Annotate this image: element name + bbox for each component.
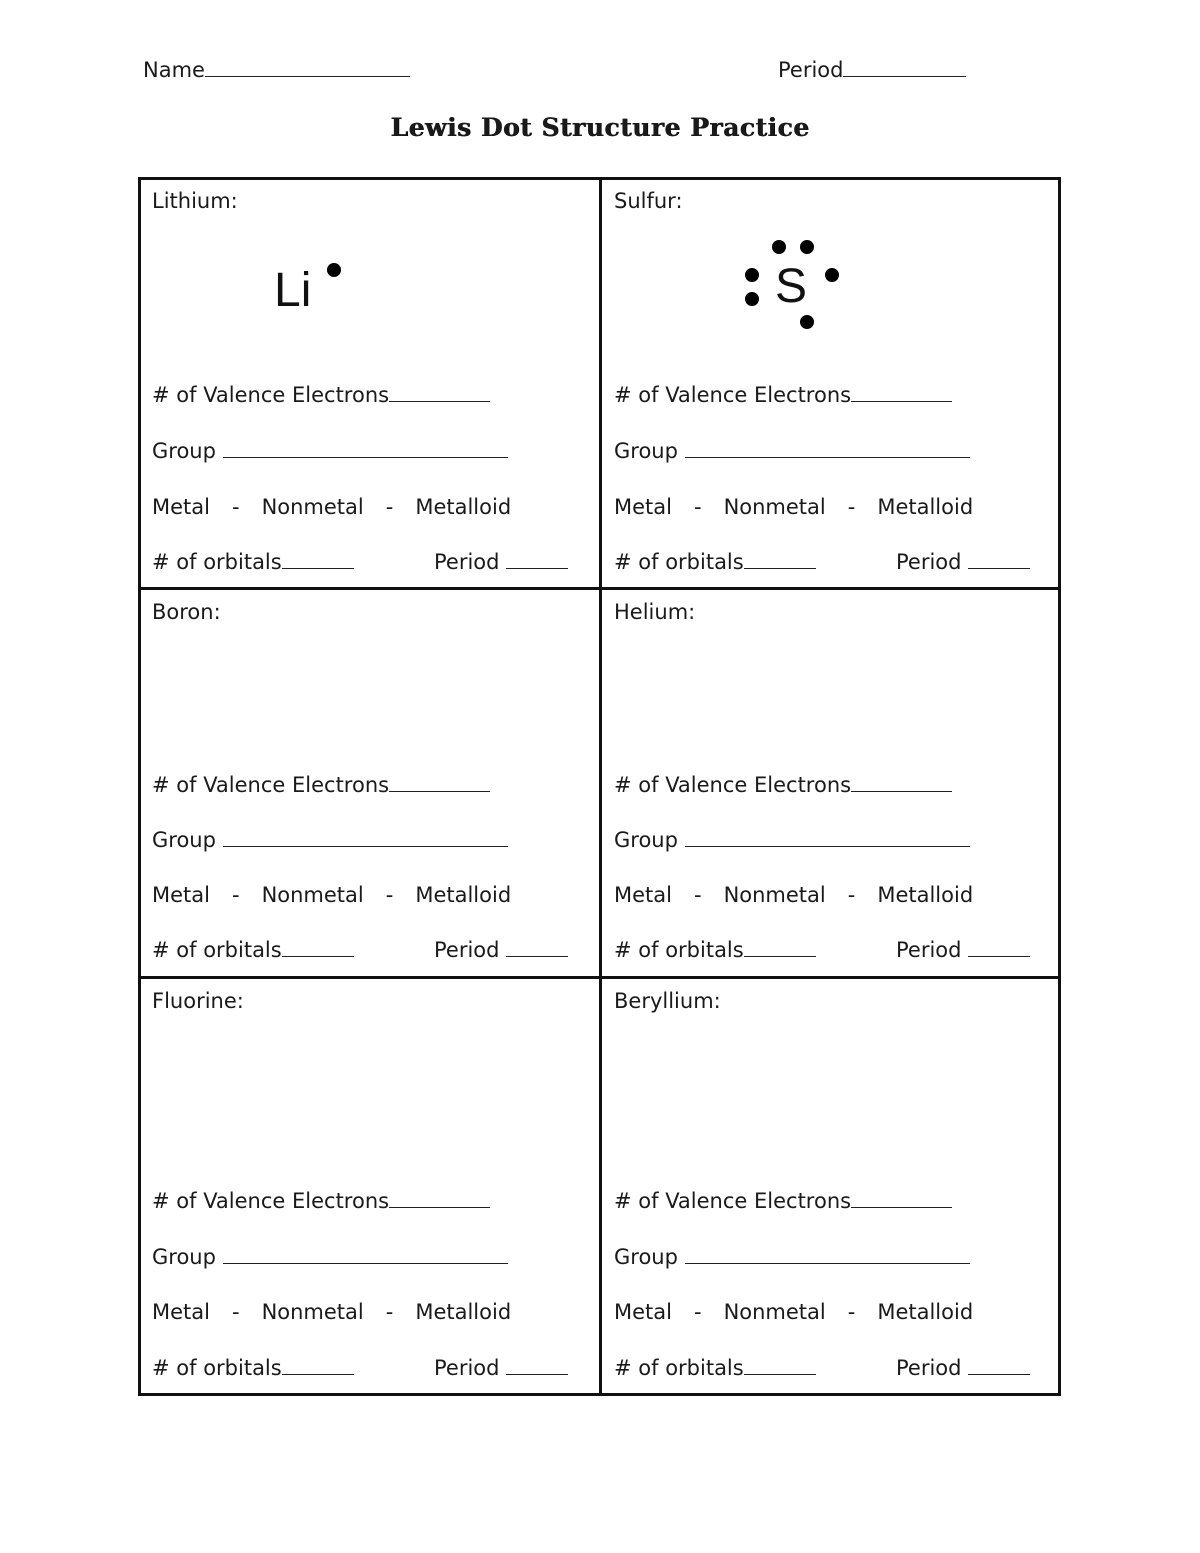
valence-dot — [745, 292, 759, 306]
period-blank[interactable] — [968, 567, 1030, 569]
group-row[interactable]: Group — [152, 828, 508, 852]
period-field[interactable] — [778, 58, 966, 82]
orbitals-row[interactable]: # of orbitals — [614, 938, 816, 962]
group-row[interactable]: Group — [614, 828, 970, 852]
name-label: Name — [143, 58, 205, 82]
orbitals-row[interactable]: # of orbitals — [614, 1356, 816, 1380]
group-row[interactable]: Group — [614, 439, 970, 463]
orbitals-row[interactable]: # of orbitals — [614, 550, 816, 574]
element-symbol: Li — [274, 264, 312, 317]
group-row[interactable]: Group — [614, 1245, 970, 1269]
element-label: Sulfur: — [614, 189, 683, 213]
period-blank[interactable] — [843, 75, 966, 77]
group-blank[interactable] — [685, 1262, 970, 1264]
period-blank[interactable] — [968, 1373, 1030, 1375]
valence-row[interactable]: # of Valence Electrons — [614, 773, 952, 797]
group-blank[interactable] — [685, 845, 970, 847]
period-row[interactable]: Period — [896, 550, 1030, 574]
group-blank[interactable] — [223, 1262, 508, 1264]
group-row[interactable]: Group — [152, 439, 508, 463]
cell-beryllium — [602, 979, 1057, 1393]
period-blank[interactable] — [506, 955, 568, 957]
element-label: Lithium: — [152, 189, 238, 213]
orbitals-blank[interactable] — [744, 567, 816, 569]
orbitals-blank[interactable] — [282, 955, 354, 957]
group-blank[interactable] — [223, 845, 508, 847]
valence-dot — [327, 263, 341, 277]
period-blank[interactable] — [968, 955, 1030, 957]
orbitals-blank[interactable] — [282, 567, 354, 569]
valence-blank[interactable] — [389, 1206, 490, 1208]
orbitals-blank[interactable] — [744, 1373, 816, 1375]
period-blank[interactable] — [506, 567, 568, 569]
element-label: Beryllium: — [614, 989, 721, 1013]
valence-blank[interactable] — [851, 790, 952, 792]
cell-lithium — [140, 179, 595, 587]
element-label: Helium: — [614, 600, 696, 624]
orbitals-row[interactable]: # of orbitals — [152, 938, 354, 962]
classification-row[interactable]: Metal - Nonmetal - Metalloid — [614, 883, 974, 907]
group-blank[interactable] — [223, 456, 508, 458]
name-blank[interactable] — [205, 75, 410, 77]
element-label: Boron: — [152, 600, 221, 624]
valence-row[interactable]: # of Valence Electrons — [152, 773, 490, 797]
valence-blank[interactable] — [851, 400, 952, 402]
period-row[interactable]: Period — [896, 938, 1030, 962]
page-title: Lewis Dot Structure Practice — [390, 113, 810, 142]
classification-row[interactable]: Metal - Nonmetal - Metalloid — [152, 1300, 512, 1324]
classification-row[interactable]: Metal - Nonmetal - Metalloid — [152, 883, 512, 907]
valence-dot — [772, 240, 786, 254]
valence-row[interactable]: # of Valence Electrons — [152, 1189, 490, 1213]
valence-dot — [800, 240, 814, 254]
valence-blank[interactable] — [389, 790, 490, 792]
valence-row[interactable]: # of Valence Electrons — [614, 383, 952, 407]
orbitals-blank[interactable] — [282, 1373, 354, 1375]
classification-row[interactable]: Metal - Nonmetal - Metalloid — [614, 495, 974, 519]
period-row[interactable]: Period — [434, 550, 568, 574]
cell-boron — [140, 590, 595, 976]
cell-fluorine — [140, 979, 595, 1393]
valence-row[interactable]: # of Valence Electrons — [614, 1189, 952, 1213]
period-row[interactable]: Period — [434, 1356, 568, 1380]
cell-helium — [602, 590, 1057, 976]
orbitals-blank[interactable] — [744, 955, 816, 957]
period-label: Period — [778, 58, 844, 82]
valence-dot — [825, 268, 839, 282]
period-row[interactable]: Period — [434, 938, 568, 962]
cell-sulfur — [602, 179, 1057, 587]
valence-dot — [800, 315, 814, 329]
valence-blank[interactable] — [389, 400, 490, 402]
orbitals-row[interactable]: # of orbitals — [152, 550, 354, 574]
classification-row[interactable]: Metal - Nonmetal - Metalloid — [152, 495, 512, 519]
group-blank[interactable] — [685, 456, 970, 458]
period-row[interactable]: Period — [896, 1356, 1030, 1380]
valence-row[interactable]: # of Valence Electrons — [152, 383, 490, 407]
valence-dot — [745, 268, 759, 282]
period-blank[interactable] — [506, 1373, 568, 1375]
valence-blank[interactable] — [851, 1206, 952, 1208]
element-label: Fluorine: — [152, 989, 244, 1013]
classification-row[interactable]: Metal - Nonmetal - Metalloid — [614, 1300, 974, 1324]
group-row[interactable]: Group — [152, 1245, 508, 1269]
element-symbol: S — [775, 260, 808, 313]
orbitals-row[interactable]: # of orbitals — [152, 1356, 354, 1380]
name-field[interactable] — [143, 58, 410, 82]
